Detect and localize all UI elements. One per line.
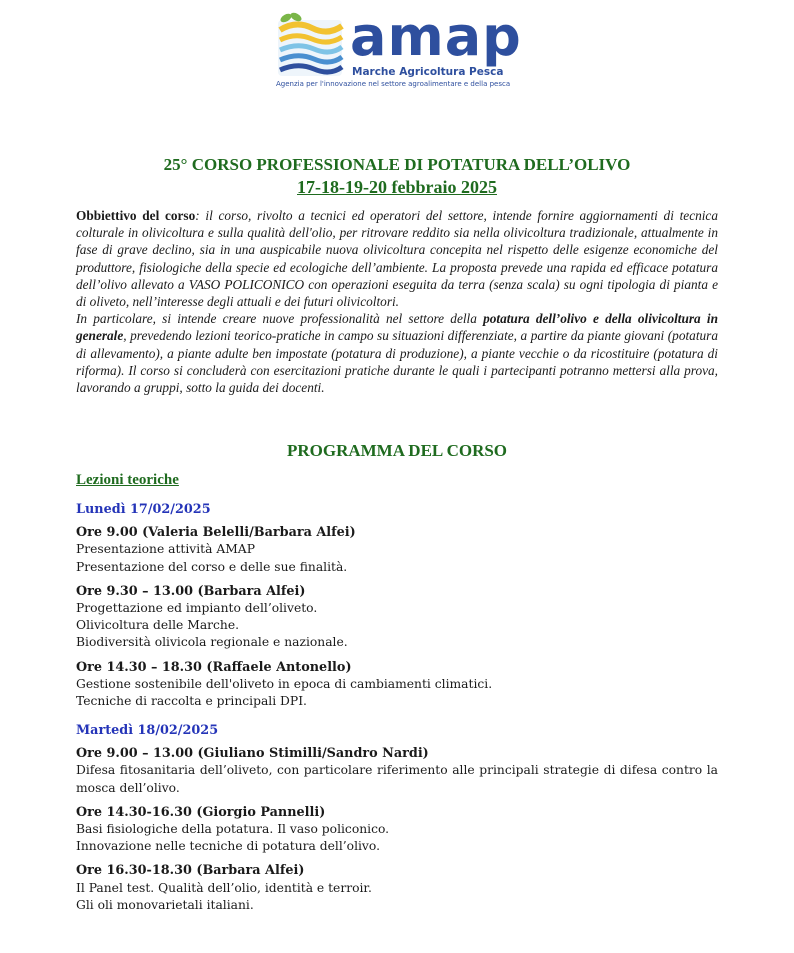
logo-subtitle: Marche Agricoltura Pesca [352, 66, 504, 78]
objective-text: : il corso, rivolto a tecnici ed operatori del settore, intende fornire aggiornamenti di tecnica colturale in olivicoltura e sulla qualità dell'olio, per ritrovare reddito sia nella olivicoltura tradizionale, attualmente in fase di grave declino, sia in una auspicabile nuova olivicoltura concepita nel rispetto delle esigenze economiche del produttore, fisiologiche della specie ed ecologiche dell’ambiente. La proposta prevede una rapida ed efficace potatura dell’olivo allevato a VASO POLICONICO con operazioni eseguita da terra (senza scala) su ogni tipologia di pianta e di oliveto, nell’interesse degli attuali e dei futuri olivicoltori. [76, 208, 718, 310]
course-title: 25° CORSO PROFESSIONALE DI POTATURA DELL’OLIVO [163, 155, 631, 174]
course-dates: 17-18-19-20 febbraio 2025 [297, 177, 497, 197]
day-block-monday [76, 501, 718, 710]
objective-paragraph [76, 207, 718, 310]
section-heading: Lezioni teoriche [76, 472, 179, 488]
slot-line: Difesa fitosanitaria dell’oliveto, con particolare riferimento alle principali strategie di difesa contro la mosca dell’olivo. [76, 763, 718, 795]
slot-line: Biodiversità olivicola regionale e nazionale. [76, 635, 348, 650]
slot-header: Ore 9.00 – 13.00 (Giuliano Stimilli/Sandro Nardi) [76, 746, 429, 762]
amap-logo [276, 5, 546, 90]
slot-line: Presentazione attività AMAP [76, 542, 255, 557]
objective-label: Obbiettivo del corso [76, 208, 196, 223]
course-objective [76, 207, 718, 396]
particular-text-end: , prevedendo lezioni teorico-pratiche in campo su situazioni differenziate, a partire da piante giovani (potatura di allevamento), a piante adulte ben impostate (potatura di produzione), a piante vecchie o da ricostituire (potatura di riforma). Il corso si concluderà con esercitazioni pratiche durante le quali i partecipanti potranno mettersi alla prova, lavorando a gruppi, sotto la guida dei docenti. [76, 328, 718, 396]
slot-header: Ore 9.30 – 13.00 (Barbara Alfei) [76, 583, 306, 599]
slot-line: Gli oli monovarietali italiani. [76, 897, 254, 912]
logo-wordmark: amap [350, 5, 522, 68]
slot-line: Presentazione del corso e delle sue finalità. [76, 559, 348, 574]
slot-line: Progettazione ed impianto dell’oliveto. [76, 601, 318, 616]
particular-text-start: In particolare, si intende creare nuove professionalità nel settore della [76, 311, 484, 327]
particular-paragraph [76, 310, 718, 396]
slot-line: Olivicoltura delle Marche. [76, 618, 240, 633]
slot-line: Tecniche di raccolta e principali DPI. [76, 694, 307, 709]
day-heading: Martedì 18/02/2025 [76, 723, 219, 738]
slot-line: Il Panel test. Qualità dell’olio, identità e terroir. [76, 880, 372, 895]
slot-line: Basi fisiologiche della potatura. Il vaso policonico. [76, 822, 390, 837]
slot-line: Innovazione nelle tecniche di potatura dell’olivo. [76, 839, 380, 854]
program-heading: PROGRAMMA DEL CORSO [286, 441, 508, 460]
slot-line: Gestione sostenibile dell'oliveto in epoca di cambiamenti climatici. [76, 676, 493, 691]
amap-logo-mark-icon [276, 12, 344, 76]
particular-text-bold: potatura dell’olivo e della olivicoltura in generale [76, 311, 718, 344]
slot-header: Ore 14.30 – 18.30 (Raffaele Antonello) [76, 659, 352, 675]
day-heading: Lunedì 17/02/2025 [76, 502, 211, 517]
slot-header: Ore 9.00 (Valeria Belelli/Barbara Alfei) [76, 525, 356, 541]
slot-header: Ore 14.30-16.30 (Giorgio Pannelli) [76, 804, 326, 820]
day-block-tuesday [76, 722, 718, 914]
slot-header: Ore 16.30-18.30 (Barbara Alfei) [76, 863, 305, 879]
logo-tagline: Agenzia per l'innovazione nel settore agroalimentare e della pesca [276, 80, 511, 88]
